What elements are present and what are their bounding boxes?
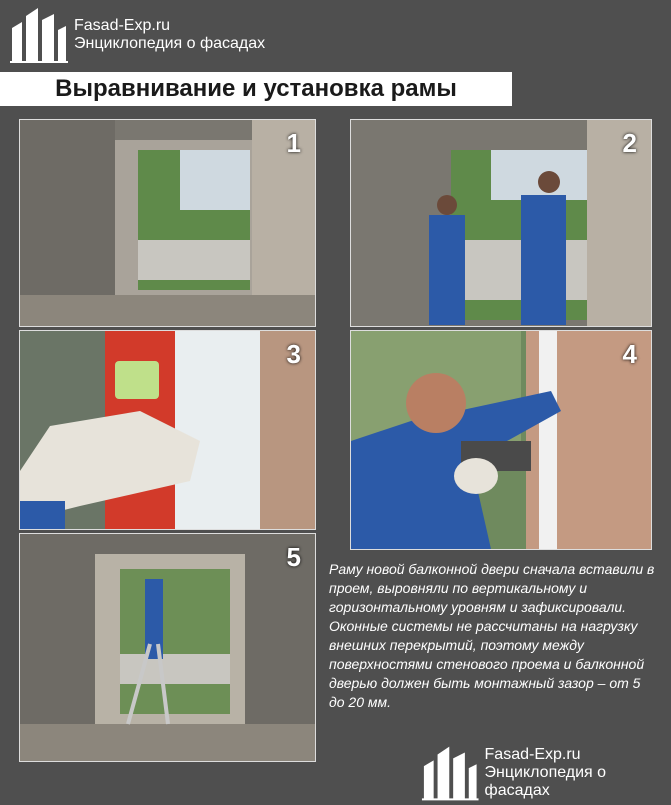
photo-step-5	[19, 533, 316, 762]
site-logo-bottom[interactable]	[420, 744, 671, 802]
site-logo[interactable]	[8, 6, 265, 64]
step-number: 1	[286, 128, 301, 158]
logo-site-name: Fasad-Exp.ru	[74, 17, 171, 34]
photo-step-2	[350, 119, 652, 327]
description-text: Раму новой балконной двери сначала вставили в проем, выровняли по вертикальному и горизонтальному уровням и зафиксировали. Оконные системы не рассчитаны на нагрузку внешних перекрытий, поэтому между поверхностями стенового проема и балконной дверью должен быть монтажный зазор – от 5 до 20 мм.	[329, 561, 655, 710]
photo-step-3	[19, 330, 316, 530]
building-logo-icon	[8, 6, 68, 64]
step-number: 2	[622, 128, 637, 158]
photo-step-4	[350, 330, 652, 550]
step-number: 5	[286, 542, 301, 572]
logo-site-name: Fasad-Exp.ru	[484, 746, 581, 763]
step-number: 4	[622, 339, 637, 369]
building-logo-icon	[420, 744, 479, 802]
page-title: Выравнивание и установка рамы	[0, 72, 512, 106]
logo-tagline: Энциклопедия о фасадах	[74, 35, 266, 52]
step-number: 3	[286, 339, 301, 369]
logo-tagline: Энциклопедия о фасадах	[484, 764, 607, 799]
photo-step-1	[19, 119, 316, 327]
